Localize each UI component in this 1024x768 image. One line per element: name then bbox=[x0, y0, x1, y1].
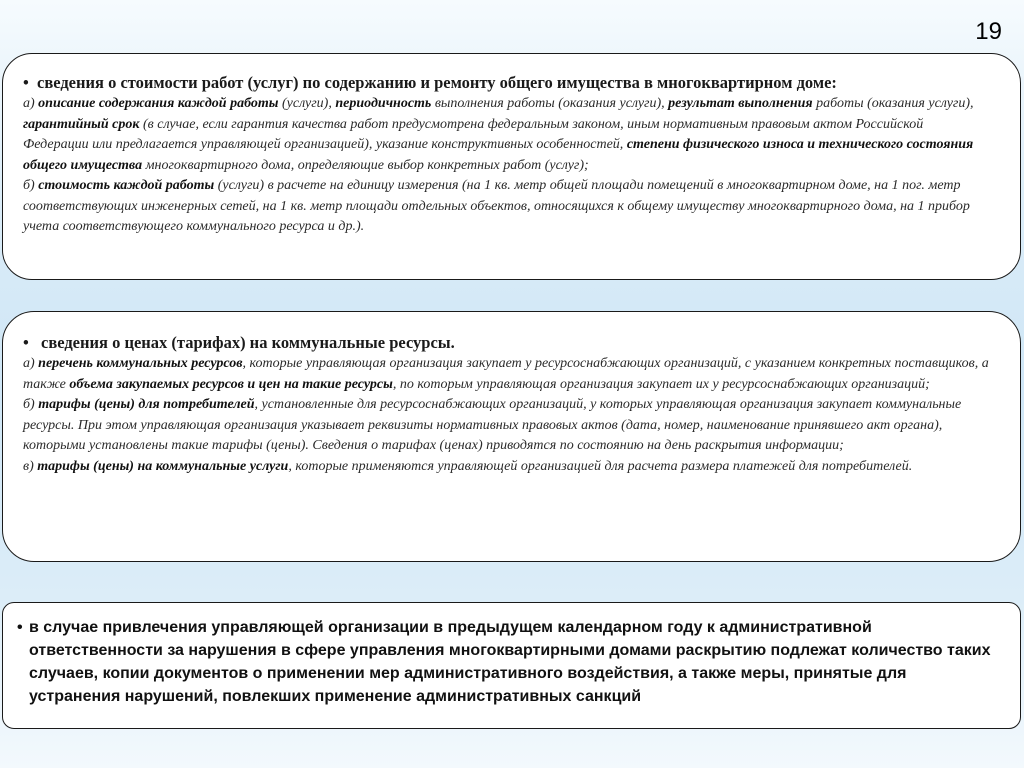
clause-text: , которые применяются управляющей организацией для расчета размера платежей для потребителей. bbox=[288, 458, 913, 474]
clause-text: (услуги), bbox=[278, 96, 336, 111]
clause-text: б) bbox=[23, 178, 39, 193]
bullet-icon: • bbox=[17, 619, 23, 636]
clause-b bbox=[23, 176, 988, 238]
emphasis-text: тарифы (цены) для потребителей bbox=[38, 397, 255, 412]
emphasis-text: описание содержания каждой работы bbox=[38, 96, 279, 111]
info-card-work-costs bbox=[2, 53, 1021, 280]
emphasis-text: степени физического износа и технического состояния общего имущества bbox=[23, 137, 974, 173]
clause-c bbox=[23, 457, 992, 478]
emphasis-text: тарифы (цены) на коммунальные услуги bbox=[37, 458, 289, 474]
clause-text: многоквартирного дома, определяющие выбор конкретных работ (услуг); bbox=[142, 157, 589, 173]
clause-text: , которые управляющая организация закупает у ресурсоснабжающих организаций, с указанием конкретных поставщиков, а также bbox=[23, 356, 989, 392]
clause-text: в) bbox=[23, 458, 38, 474]
clause-a bbox=[23, 94, 988, 176]
info-card-administrative-liability bbox=[2, 602, 1021, 729]
clause-text: б) bbox=[23, 397, 39, 412]
clause-text: работы (оказания услуги), bbox=[812, 96, 974, 111]
slide-page-number: 19 bbox=[975, 18, 1002, 45]
clause-text: (услуги) в расчете на единицу измерения (на 1 кв. метр общей площади помещений в многоквартирном доме, на 1 пог. метр соответствующих инженерных сетей, на 1 кв. метр площади отдельных объектов, относящихся к общему имуществу многоквартирного дома, на 1 прибор учета соответствующего коммунального ресурса и др.). bbox=[23, 178, 970, 234]
clause-text: , по которым управляющая организация закупает их у ресурсоснабжающих организаций; bbox=[392, 376, 930, 392]
clause-text: а) bbox=[23, 356, 39, 371]
info-card-tariffs bbox=[2, 311, 1021, 562]
statement bbox=[17, 616, 994, 708]
card-heading bbox=[23, 332, 992, 353]
bullet-icon: • bbox=[23, 333, 29, 352]
emphasis-text: объема закупаемых ресурсов и цен на такие ресурсы bbox=[69, 376, 393, 392]
statement-text: в случае привлечения управляющей организации в предыдущем календарном году к административной ответственности за нарушения в сфере управления многоквартирными домами раскрытию подлежат количество таких случаев, копии документов о применении мер административного воздействия, а также меры, принятые для устранения нарушений, повлекших применение административных санкций bbox=[29, 619, 991, 705]
clause-a bbox=[23, 354, 992, 395]
heading-text: сведения о стоимости работ (услуг) по содержанию и ремонту общего имущества в многоквартирном доме: bbox=[37, 73, 837, 92]
card-heading bbox=[23, 72, 988, 93]
clause-text: выполнения работы (оказания услуги), bbox=[431, 96, 669, 111]
clause-text: (в случае, если гарантия качества работ предусмотрена федеральным законом, иным нормативным правовым актом Российской Федерации или предлагается управляющей организацией), указание конструктивных особенностей, bbox=[23, 116, 924, 152]
emphasis-text: результат выполнения bbox=[668, 96, 813, 111]
emphasis-text: стоимость каждой работы bbox=[38, 178, 215, 193]
clause-text: , установленные для ресурсоснабжающих организаций, у которых управляющая организация закупает коммунальные ресурсы. При этом управляющая организация указывает реквизиты нормативных правовых актов (дата, номер, наименование принявшего акт органа), которыми установлены такие тарифы (цены). Сведения о тарифах (ценах) приводятся по состоянию на день раскрытия информации; bbox=[23, 397, 962, 453]
emphasis-text: перечень коммунальных ресурсов bbox=[38, 356, 243, 371]
clause-b bbox=[23, 395, 992, 457]
bullet-icon: • bbox=[23, 73, 29, 92]
emphasis-text: гарантийный срок bbox=[23, 116, 140, 132]
heading-text: сведения о ценах (тарифах) на коммунальные ресурсы. bbox=[41, 333, 455, 352]
clause-text: а) bbox=[23, 96, 39, 111]
emphasis-text: периодичность bbox=[335, 96, 432, 111]
